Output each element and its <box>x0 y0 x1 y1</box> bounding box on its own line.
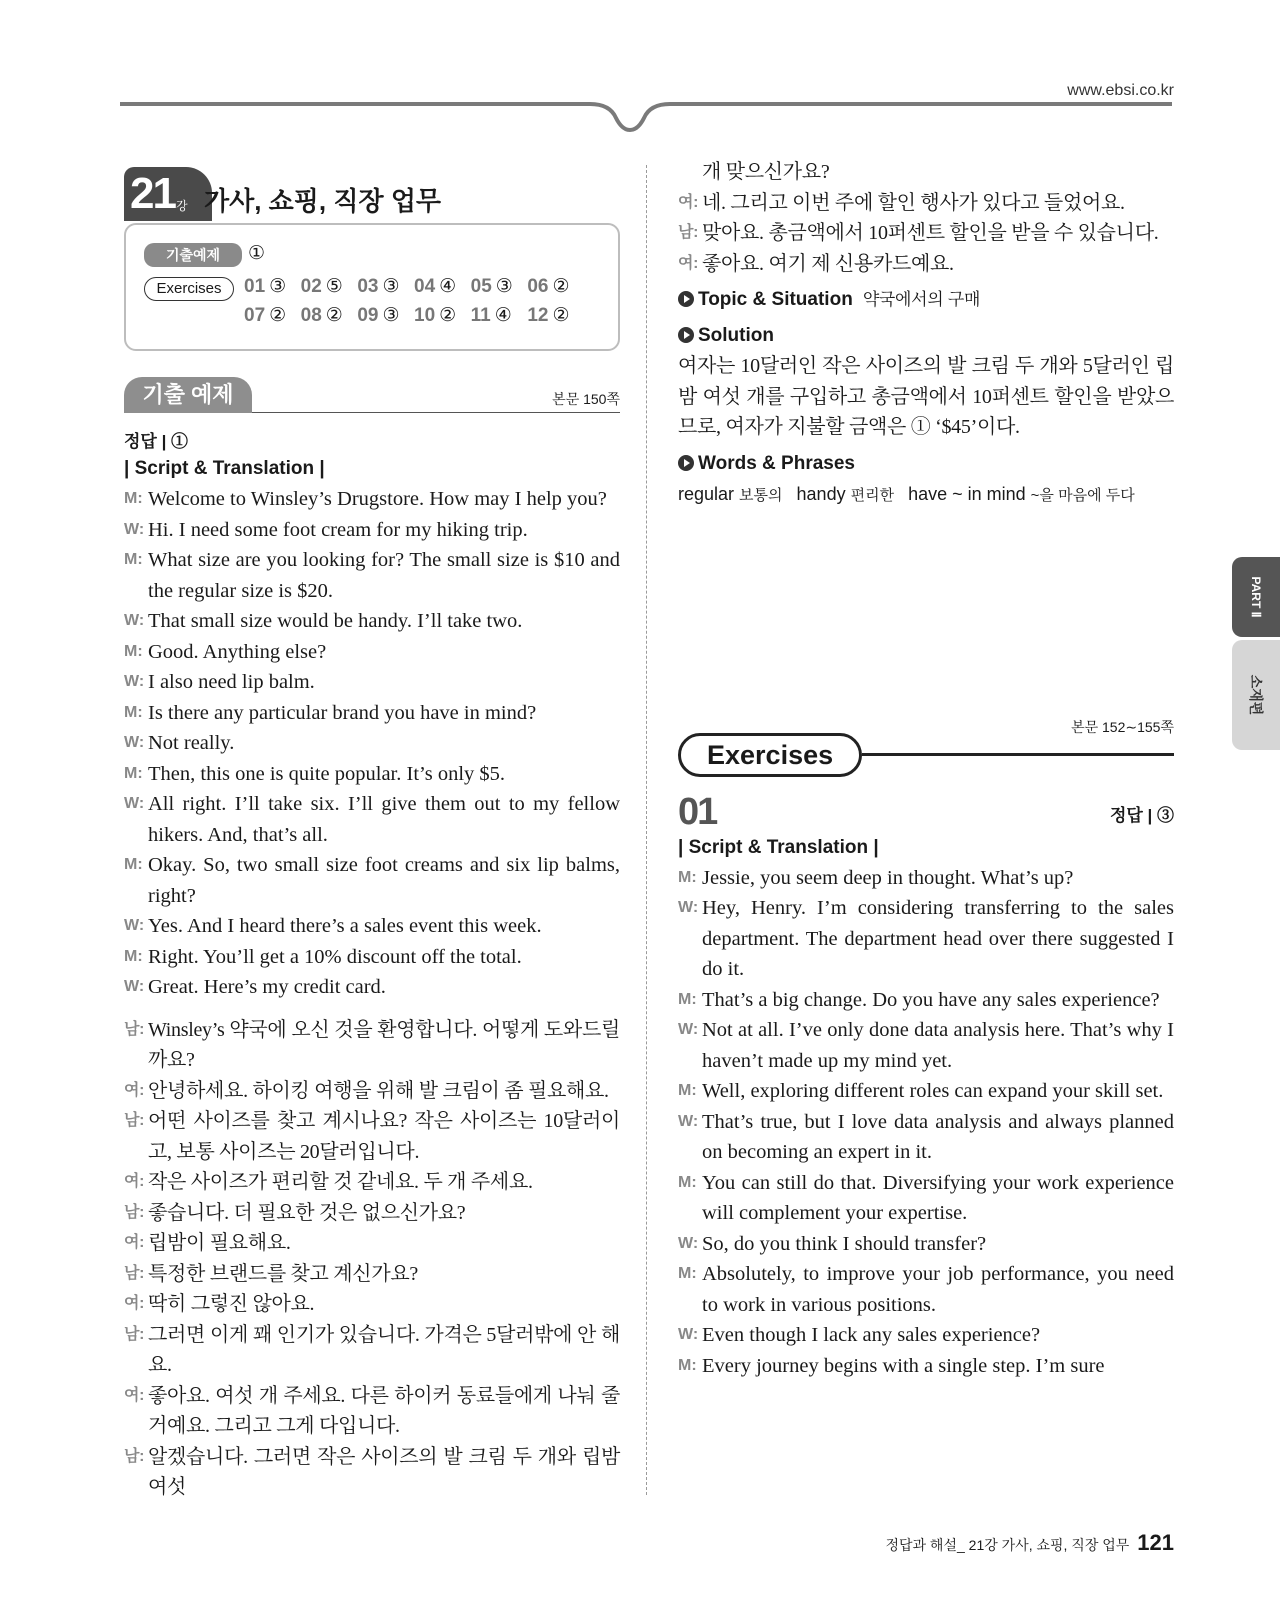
exercise-answer-value: ④ <box>439 276 457 297</box>
dialogue-text: What size are you looking for? The small size is $10 and the regular size is $20. <box>148 549 620 602</box>
dialogue-line <box>124 637 620 668</box>
exercise-answer-grid <box>244 275 584 327</box>
exercise-answer-value: ③ <box>495 276 513 297</box>
exercises-script-heading: | Script & Translation | <box>678 836 879 858</box>
speaker-label: 남: <box>124 1112 145 1129</box>
lesson-suffix: 강 <box>176 199 188 213</box>
speaker-label: W: <box>124 917 145 934</box>
exercise-answer-value: ③ <box>269 276 287 297</box>
dialogue-text: So, do you think I should transfer? <box>702 1232 987 1255</box>
lesson-badge <box>124 167 212 221</box>
exercises-page-ref: 본문 152∼155쪽 <box>1071 718 1174 735</box>
word-meaning: ~을 마음에 두다 <box>1030 486 1135 504</box>
column-divider <box>646 165 647 1495</box>
question-header <box>678 791 1174 831</box>
exercise-answer-number: 06 <box>527 276 549 297</box>
exercise-answer-item <box>301 275 358 298</box>
speaker-label: W: <box>124 978 145 995</box>
dialogue-text: Hey, Henry. I’m considering transferring to the sales department. The department head over there suggested I do it. <box>702 897 1174 980</box>
left-column <box>124 165 620 1503</box>
side-tab-part-label: PART Ⅱ <box>1249 576 1263 618</box>
exercise-answer-number: 12 <box>527 305 549 326</box>
dialogue-line <box>124 1015 620 1076</box>
dialogue-line <box>678 1259 1174 1320</box>
dialogue-line <box>124 1320 620 1381</box>
dialogue-text: That’s true, but I love data analysis and always planned on becoming an expert in it. <box>702 1110 1174 1163</box>
exercise-answer-item <box>471 304 528 327</box>
dialogue-line <box>124 850 620 911</box>
word-term: have ~ in mind <box>908 483 1026 504</box>
dialogue-text: Every journey begins with a single step. I’m sure <box>702 1354 1105 1377</box>
speaker-label: M: <box>678 1173 697 1191</box>
dialogue-text: Is there any particular brand you have in mind? <box>148 701 537 724</box>
speaker-label: 여: <box>678 254 699 272</box>
dialogue-text: All right. I’ll take six. I’ll give them out to my fellow hikers. And, that’s all. <box>148 793 620 846</box>
dialogue-line <box>678 893 1174 985</box>
dialogue-text: Right. You’ll get a 10% discount off the total. <box>148 945 522 968</box>
speaker-label: M: <box>124 642 143 660</box>
play-icon <box>678 455 694 471</box>
dialogue-text: Jessie, you seem deep in thought. What’s up? <box>702 866 1074 889</box>
dialogue-line <box>678 218 1174 249</box>
lesson-title: 가사, 쇼핑, 직장 업무 <box>204 186 442 216</box>
dialogue-text: 특정한 브랜드를 찾고 계신가요? <box>148 1262 418 1285</box>
speaker-label: W: <box>124 673 145 690</box>
speaker-label: 남: <box>124 1264 145 1282</box>
speaker-label: 남: <box>124 1325 145 1343</box>
dialogue-text: 좋습니다. 더 필요한 것은 없으신가요? <box>148 1201 466 1224</box>
word-term: handy <box>796 483 846 504</box>
exercises-section-header <box>678 718 1174 779</box>
dialogue-line <box>678 1076 1174 1107</box>
dialogue-text: 립밤이 필요해요. <box>148 1232 291 1254</box>
dialogue-text: Well, exploring different roles can expand your skill set. <box>702 1080 1164 1102</box>
exercise-answer-value: ③ <box>382 276 400 297</box>
kichul-section-header <box>124 377 620 413</box>
exercise-answer-item <box>301 304 358 327</box>
dialogue-text: Then, this one is quite popular. It’s only $5. <box>148 762 506 785</box>
exercise-answer-value: ④ <box>494 305 512 326</box>
exercise-answer-number: 01 <box>244 276 266 297</box>
dialogue-line <box>678 1107 1174 1168</box>
dialogue-line <box>124 515 620 546</box>
exercise-answer-item <box>527 275 584 298</box>
speaker-label: W: <box>678 1112 699 1130</box>
speaker-label: W: <box>124 612 145 629</box>
dialogue-line <box>124 1442 620 1503</box>
exercise-answer-value: ② <box>325 305 343 326</box>
dialogue-text: 좋아요. 여기 제 신용카드예요. <box>702 252 954 275</box>
dialogue-text: 맞아요. 총금액에서 10퍼센트 할인을 받을 수 있습니다. <box>702 222 1159 244</box>
kichul-answer-line: 정답 | ① <box>124 432 189 451</box>
dialogue-text: I also need lip balm. <box>148 671 315 693</box>
speaker-label: M: <box>678 1356 697 1374</box>
dialogue-text: 그러면 이게 꽤 인기가 있습니다. 가격은 5달러밖에 안 해요. <box>148 1323 620 1376</box>
dialogue-line <box>678 1320 1174 1351</box>
dialogue-text: Absolutely, to improve your job performance, you need to work in various positions. <box>702 1263 1174 1316</box>
dialogue-line <box>124 1076 620 1107</box>
dialogue-line <box>678 1015 1174 1076</box>
dialogue-text: Even though I lack any sales experience? <box>702 1324 1041 1346</box>
dialogue-line <box>678 863 1174 894</box>
side-tab-sub-label: 소재편 <box>1248 674 1264 716</box>
word-term: regular <box>678 483 735 504</box>
speaker-label: M: <box>124 764 143 782</box>
right-column <box>678 161 1174 1381</box>
speaker-label: 남: <box>678 224 699 241</box>
dialogue-line <box>124 942 620 973</box>
speaker-label: 남: <box>124 1020 145 1038</box>
dialogue-text: Great. Here’s my credit card. <box>148 976 386 998</box>
speaker-label: 여: <box>124 1295 145 1312</box>
speaker-label: 여: <box>124 1081 145 1099</box>
dialogue-line <box>124 1198 620 1229</box>
speaker-label: M: <box>124 703 143 721</box>
exercise-answer-item <box>244 304 301 327</box>
exercise-answer-item <box>414 275 471 298</box>
dialogue-line <box>678 985 1174 1016</box>
side-tab-sub[interactable] <box>1232 640 1280 750</box>
speaker-label: W: <box>678 899 699 916</box>
page-footer <box>885 1530 1174 1556</box>
exercises-dialogue <box>678 863 1174 1382</box>
dialogue-line <box>124 1289 620 1320</box>
kichul-translation-continued <box>678 157 1174 279</box>
dialogue-text: 개 맞으신가요? <box>702 161 830 183</box>
kichul-label: 기출예제 <box>144 243 242 267</box>
speaker-label: 남: <box>124 1203 145 1221</box>
dialogue-text: 네. 그리고 이번 주에 할인 행사가 있다고 들었어요. <box>702 191 1125 214</box>
speaker-label: M: <box>124 856 143 873</box>
speaker-label: M: <box>124 490 143 507</box>
dialogue-line <box>124 545 620 606</box>
exercises-title: Exercises <box>678 733 862 777</box>
speaker-label: 여: <box>124 1234 145 1251</box>
dialogue-line <box>124 606 620 637</box>
dialogue-text: That small size would be handy. I’ll take two. <box>148 610 523 632</box>
dialogue-text: That’s a big change. Do you have any sales experience? <box>702 988 1160 1011</box>
speaker-label: W: <box>124 520 145 538</box>
word-meaning: 보통의 <box>739 486 783 504</box>
speaker-label: 여: <box>124 1386 145 1404</box>
exercise-answer-value: ③ <box>382 305 400 326</box>
exercise-answer-number: 04 <box>414 276 436 297</box>
words-list <box>678 479 1174 511</box>
dialogue-text: Yes. And I heard there’s a sales event this week. <box>148 915 542 937</box>
dialogue-text: Hi. I need some foot cream for my hiking trip. <box>148 518 528 541</box>
exercise-answer-number: 11 <box>470 305 491 326</box>
speaker-label: W: <box>678 1021 699 1038</box>
dialogue-line <box>124 728 620 759</box>
dialogue-text: 알겠습니다. 그러면 작은 사이즈의 발 크림 두 개와 립밤 여섯 <box>148 1445 620 1498</box>
dialogue-text: You can still do that. Diversifying your work experience will complement your expertise. <box>702 1171 1174 1224</box>
speaker-label: M: <box>678 1082 697 1099</box>
exercise-answer-value: ② <box>552 305 570 326</box>
exercise-answer-value: ② <box>269 305 287 326</box>
speaker-label: W: <box>678 1326 699 1343</box>
exercise-answer-number: 02 <box>300 276 322 297</box>
exercise-answer-number: 05 <box>470 276 492 297</box>
solution-text: 여자는 10달러인 작은 사이즈의 발 크림 두 개와 5달러인 립밤 여섯 개를 구입하고 총금액에서 10퍼센트 할인을 받았으므로, 여자가 지불할 금액은 ① ‘$45’이다. <box>678 355 1174 438</box>
kichul-page-ref: 본문 150쪽 <box>552 391 620 407</box>
dialogue-text: Winsley’s 약국에 오신 것을 환영합니다. 어떻게 도와드릴까요? <box>148 1018 620 1071</box>
dialogue-line <box>678 1229 1174 1260</box>
dialogue-text: 작은 사이즈가 편리할 것 같네요. 두 개 주세요. <box>148 1171 533 1193</box>
play-icon <box>678 327 694 343</box>
dialogue-line <box>124 1228 620 1259</box>
exercise-answer-item <box>357 275 414 298</box>
exercises-label: Exercises <box>144 277 234 301</box>
exercise-answer-value: ⑤ <box>325 276 343 297</box>
lesson-number: 21 <box>130 169 175 218</box>
header-divider <box>120 100 1172 140</box>
dialogue-line <box>124 1259 620 1290</box>
speaker-label: M: <box>124 551 143 568</box>
speaker-label: M: <box>678 990 697 1008</box>
dialogue-text: 어떤 사이즈를 찾고 계시나요? 작은 사이즈는 10달러이고, 보통 사이즈는 20달러입니다. <box>148 1110 620 1163</box>
kichul-translation <box>124 1015 620 1503</box>
exercise-answer-number: 08 <box>300 305 322 326</box>
dialogue-line <box>124 698 620 729</box>
words-heading: Words & Phrases <box>678 449 1174 479</box>
speaker-label: M: <box>124 947 143 965</box>
exercise-answer-value: ② <box>439 305 457 326</box>
question-number: 01 <box>678 790 717 833</box>
kichul-script-heading: | Script & Translation | <box>124 458 325 479</box>
dialogue-line <box>124 1381 620 1442</box>
dialogue-line <box>124 789 620 850</box>
dialogue-line <box>124 759 620 790</box>
dialogue-text: Welcome to Winsley’s Drugstore. How may I help you? <box>148 488 607 510</box>
topic-value: 약국에서의 구매 <box>862 290 981 309</box>
dialogue-line <box>678 249 1174 280</box>
speaker-label: 남: <box>124 1447 145 1465</box>
exercise-answer-value: ② <box>552 276 570 297</box>
dialogue-text: 딱히 그렇진 않아요. <box>148 1293 315 1315</box>
dialogue-text: 좋아요. 여섯 개 주세요. 다른 하이커 동료들에게 나눠 줄 거예요. 그리고 그게 다입니다. <box>148 1384 620 1437</box>
dialogue-text: 안녕하세요. 하이킹 여행을 위해 발 크림이 좀 필요해요. <box>148 1079 609 1102</box>
dialogue-text: Not really. <box>148 732 235 754</box>
dialogue-text: Not at all. I’ve only done data analysis here. That’s why I haven’t made up my mind yet. <box>702 1019 1174 1072</box>
dialogue-line <box>124 1106 620 1167</box>
question-answer: 정답 | ③ <box>1109 805 1174 825</box>
exercise-answer-item <box>357 304 414 327</box>
speaker-label: M: <box>678 1265 697 1282</box>
dialogue-line <box>124 484 620 515</box>
kichul-section-title: 기출 예제 <box>124 377 252 413</box>
footer-text: 정답과 해설_ 21강 가사, 쇼핑, 직장 업무 <box>885 1537 1130 1553</box>
dialogue-line <box>678 157 1174 188</box>
exercise-answer-item <box>414 304 471 327</box>
speaker-label: W: <box>678 1234 699 1252</box>
kichul-dialogue <box>124 484 620 1003</box>
dialogue-text: Okay. So, two small size foot creams and six lip balms, right? <box>148 854 620 907</box>
speaker-label: W: <box>124 734 145 751</box>
solution-heading: Solution <box>678 321 1174 351</box>
dialogue-text: Good. Anything else? <box>148 640 327 663</box>
exercise-answer-number: 09 <box>357 305 379 326</box>
speaker-label: 여: <box>678 193 699 211</box>
speaker-label: M: <box>678 868 697 886</box>
dialogue-line <box>124 667 620 698</box>
dialogue-line <box>124 1167 620 1198</box>
kichul-answer: ① <box>248 243 266 264</box>
site-url[interactable]: www.ebsi.co.kr <box>1067 82 1174 99</box>
page-number: 121 <box>1137 1530 1174 1555</box>
exercise-answer-item <box>471 275 528 298</box>
lesson-header <box>124 165 620 223</box>
exercises-rule <box>862 753 1174 756</box>
topic-heading: Topic & Situation 약국에서의 구매 <box>678 285 1174 315</box>
exercise-answer-number: 03 <box>357 276 379 297</box>
exercise-answer-item <box>527 304 584 327</box>
side-tab-part[interactable] <box>1232 557 1280 637</box>
dialogue-line <box>678 188 1174 219</box>
dialogue-line <box>678 1351 1174 1382</box>
exercise-answer-number: 10 <box>414 305 436 326</box>
play-icon <box>678 291 694 307</box>
dialogue-line <box>678 1168 1174 1229</box>
exercise-answer-item <box>244 275 301 298</box>
dialogue-line <box>124 972 620 1003</box>
exercise-answer-number: 07 <box>244 305 266 326</box>
speaker-label: 여: <box>124 1173 145 1190</box>
speaker-label: W: <box>124 795 145 812</box>
word-meaning: 편리한 <box>850 486 895 504</box>
answer-summary-box <box>124 223 620 351</box>
dialogue-line <box>124 911 620 942</box>
